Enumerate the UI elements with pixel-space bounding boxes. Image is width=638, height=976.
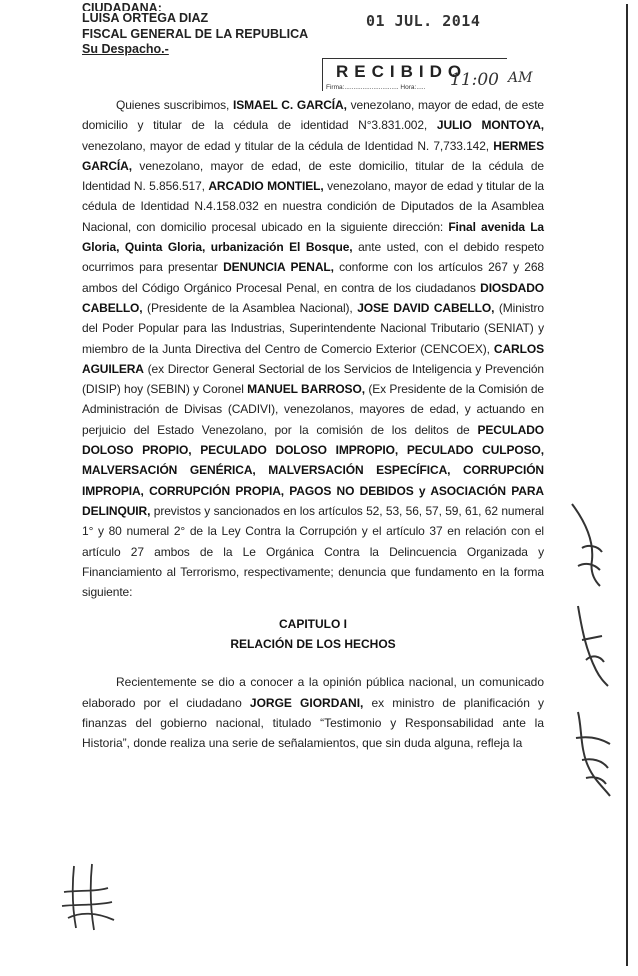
stamp-firma-label: Firma: xyxy=(326,84,345,91)
addressee-block xyxy=(82,1,309,58)
chapter-subtitle: RELACIÓN DE LOS HECHOS xyxy=(230,637,396,652)
page-edge-rule xyxy=(626,4,628,966)
text-run: Recientemente se dio a conocer a la opinión pública nacional, un comunicado elaborado por el ciudadano xyxy=(82,675,544,710)
text-run: (Ex Presidente de la Comisión de Administración de Divisas (CADIVI), venezolanos, mayores de edad, y actuando en perjuicio del Estado Venezolano, por la comisión de los delitos de xyxy=(82,382,544,437)
bold-text-run: JULIO MONTOYA, xyxy=(436,118,545,133)
text-run: venezolano, mayor de edad y titular de la cédula de Identidad N. 7,733.142, xyxy=(82,138,494,153)
text-run: Quienes suscribimos, xyxy=(116,98,234,112)
bold-text-run: DENUNCIA PENAL, xyxy=(223,260,334,275)
addressee-name: LUISA ORTEGA DIAZ xyxy=(82,11,209,25)
margin-signature-3 xyxy=(570,708,616,800)
paragraph-complaint xyxy=(82,95,544,602)
text-run: venezolano, mayor de edad, de este domicilio, titular de la cédula de Identidad N. 5.856.517, xyxy=(82,158,544,194)
bold-text-run: JORGE GIORDANI, xyxy=(249,695,364,710)
bold-text-run: CARLOS AGUILERA xyxy=(82,341,544,376)
paragraph-facts xyxy=(82,672,544,753)
stamp-hora-label: Hora: xyxy=(400,84,417,91)
text-run: venezolano, mayor de edad y titular de la cédula de Identidad N.4.158.032 en nuestra condición de Diputados de la Asamblea Nacional, con domicilio procesal ubicado en la siguiente dirección: xyxy=(82,179,544,234)
received-stamp-label: RECIBIDO xyxy=(336,62,468,81)
bold-text-run: HERMES GARCÍA, xyxy=(82,138,544,173)
bold-text-run: ARCADIO MONTIEL, xyxy=(208,179,324,194)
text-run: venezolano, mayor de edad, de este domicilio y titular de la cédula de identidad N°3.831.002, xyxy=(82,98,544,133)
stamp-fields: Firma:.............................. Hora:..... xyxy=(326,84,426,91)
chapter-title: CAPITULO I xyxy=(279,617,347,632)
bold-text-run: JOSE DAVID CABELLO, xyxy=(357,300,495,315)
text-run: ante usted, con el debido respeto ocurrimos para presentar xyxy=(82,240,544,275)
document-body xyxy=(82,95,544,754)
bottom-initials-signature xyxy=(58,862,118,934)
addressee-salutation: CIUDADANA: xyxy=(82,1,162,11)
addressee-title: FISCAL GENERAL DE LA REPUBLICA xyxy=(82,26,309,41)
date-stamp: 01 JUL. 2014 xyxy=(366,12,481,30)
text-run: (Ministro del Poder Popular para las Industrias, Superintendente Nacional Tributario (SENIAT) y miembro de la Junta Directiva del Centro de Comercio Exterior (CENCOEX), xyxy=(82,300,544,356)
bold-text-run: ISMAEL C. GARCÍA, xyxy=(233,98,347,112)
bold-text-run: PECULADO DOLOSO PROPIO, PECULADO DOLOSO IMPROPIO, PECULADO CULPOSO, MALVERSACIÓN GENÉRICA, MALVERSACIÓN ESPECÍFICA, CORRUPCIÓN IMPROPIA, CORRUPCIÓN PROPIA, PAGOS NO DEBIDOS y ASOCIACIÓN PARA DELINQUIR, xyxy=(82,422,544,518)
text-run: conforme con los artículos 267 y 268 ambos del Código Orgánico Procesal Penal, en contra de los ciudadanos xyxy=(82,260,544,295)
text-run: (Presidente de la Asamblea Nacional), xyxy=(142,300,358,315)
text-run: ex ministro de planificación y finanzas del gobierno nacional, titulado “Testimonio y Responsabilidad ante la Historia”, donde realiza una serie de señalamientos, que sin duda alguna, refleja la xyxy=(82,695,545,751)
addressee-office: Su Despacho.- xyxy=(82,42,169,56)
bold-text-run: MANUEL BARROSO, xyxy=(247,382,365,397)
margin-signature-2 xyxy=(572,600,612,690)
bold-text-run: Final avenida La Gloria, Quinta Gloria, urbanización El Bosque, xyxy=(82,219,544,255)
bold-text-run: DIOSDADO CABELLO, xyxy=(82,280,544,315)
text-run: (ex Director General Sectorial de los Servicios de Inteligencia y Prevención (DISIP) hoy (SEBIN) y Coronel xyxy=(82,361,544,397)
text-run: previstos y sancionados en los artículos 52, 53, 56, 57, 59, 61, 62 numeral 1° y 80 numeral 2° de la Ley Contra la Corrupción y el artículo 37 en relación con el artículo 27 ambos de la Le Orgánica Contra la Delincuencia Organizada y Financiamiento al Terrorismo, respectivamente; denuncia que fundamento en la forma siguiente: xyxy=(82,503,544,600)
handwritten-ampm: AM xyxy=(508,70,533,86)
handwritten-time: 11:00 xyxy=(450,70,499,90)
margin-signature-1 xyxy=(564,500,608,590)
